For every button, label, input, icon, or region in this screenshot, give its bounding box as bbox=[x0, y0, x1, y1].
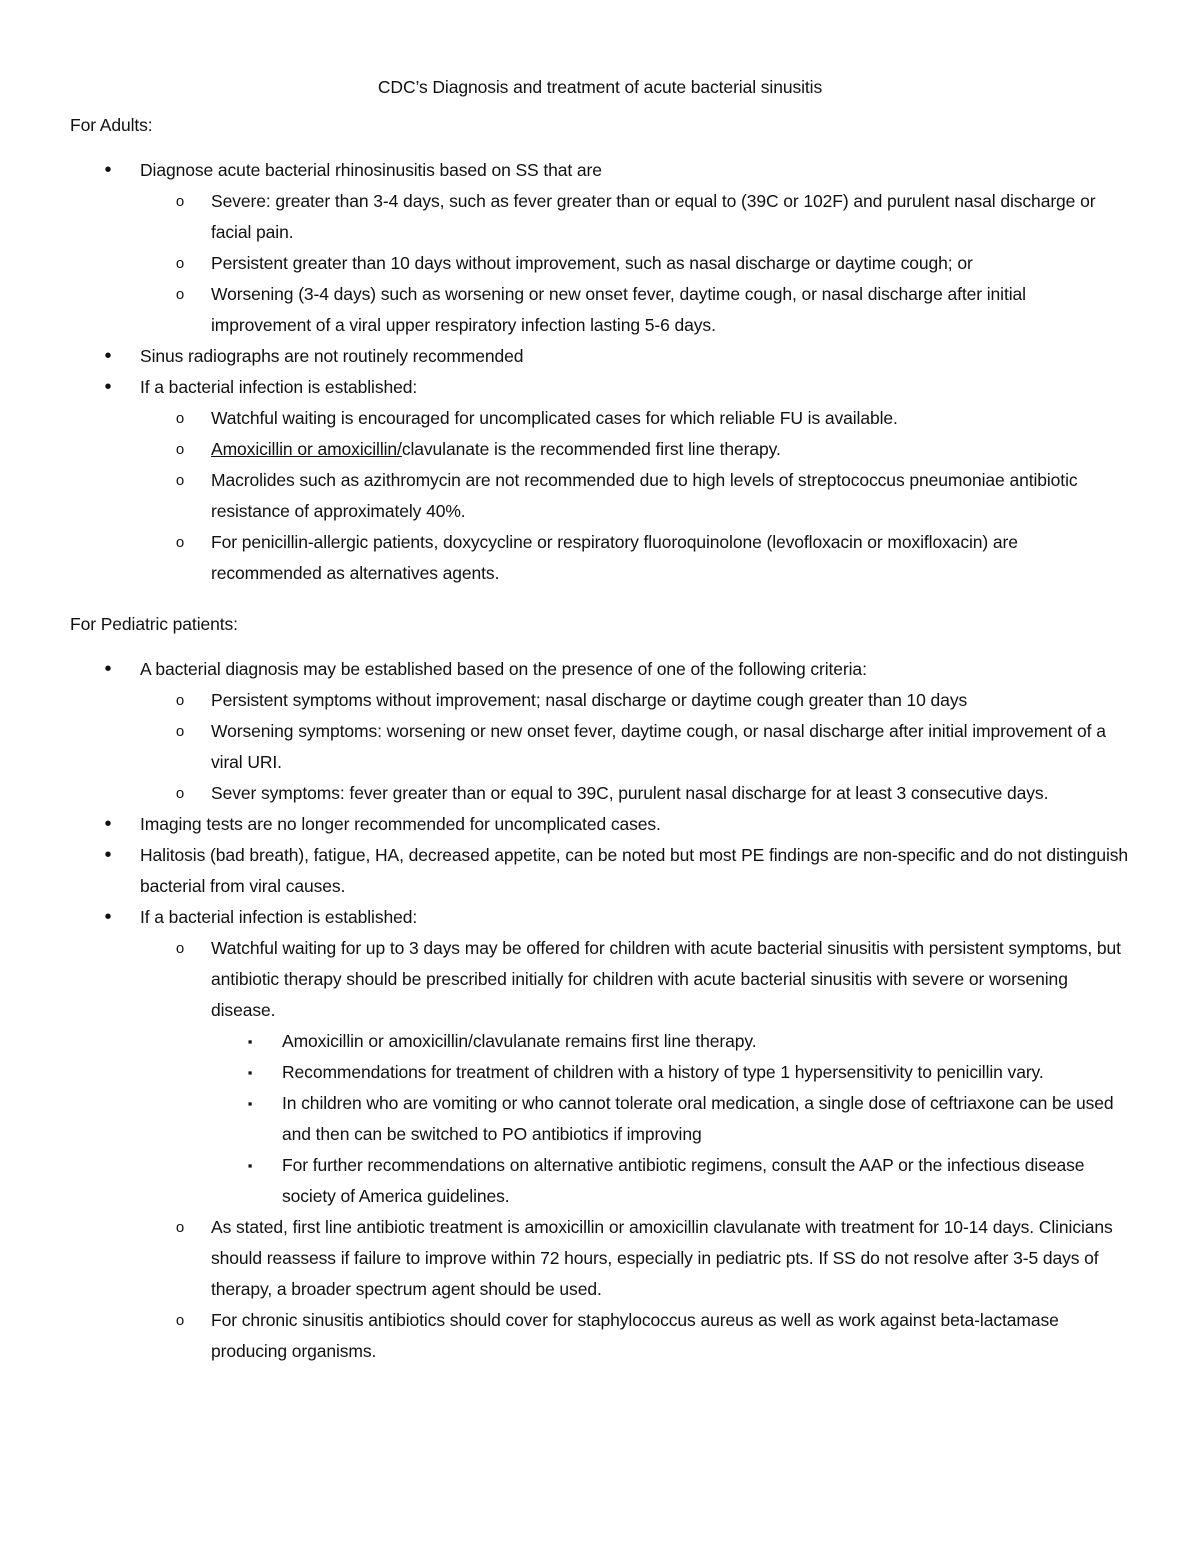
bullet-marker: • bbox=[104, 159, 112, 181]
document-title: CDC’s Diagnosis and treatment of acute bacterial sinusitis bbox=[377, 77, 823, 97]
sub-list-item: o Macrolides such as azithromycin are not recommended due to high levels of streptococcus pneumoniae antibiotic resistance of approximately 40%. bbox=[70, 465, 1130, 527]
list-item: • If a bacterial infection is established: bbox=[70, 372, 1130, 403]
list-item: • A bacterial diagnosis may be established based on the presence of one of the following criteria: bbox=[70, 654, 1130, 685]
square-marker: ▪ bbox=[247, 1096, 253, 1111]
sub-list-item: o Watchful waiting for up to 3 days may be offered for children with acute bacterial sinusitis with persistent symptoms, but antibiotic therapy should be prescribed initially for children with acute bacterial sinusitis with severe or worsening disease. bbox=[70, 933, 1130, 1026]
sub-list-item: o Watchful waiting is encouraged for uncomplicated cases for which reliable FU is available. bbox=[70, 403, 1130, 434]
bullet-marker: • bbox=[104, 345, 112, 367]
list-item: • If a bacterial infection is established: bbox=[70, 902, 1130, 933]
list-item: • Imaging tests are no longer recommended for uncomplicated cases. bbox=[70, 809, 1130, 840]
square-marker: ▪ bbox=[247, 1065, 253, 1080]
circle-marker: o bbox=[175, 692, 185, 709]
adults-heading: For Adults: bbox=[70, 115, 153, 135]
pediatric-heading: For Pediatric patients: bbox=[70, 614, 238, 634]
circle-marker: o bbox=[175, 785, 185, 802]
sub-list-item: o Persistent greater than 10 days without improvement, such as nasal discharge or daytime cough; or bbox=[70, 248, 1130, 279]
circle-marker: o bbox=[175, 1312, 185, 1329]
adults-list bbox=[70, 155, 1130, 589]
list-item: • Halitosis (bad breath), fatigue, HA, decreased appetite, can be noted but most PE findings are non-specific and do not distinguish bacterial from viral causes. bbox=[70, 840, 1130, 902]
sub-sub-list-item: ▪ For further recommendations on alternative antibiotic regimens, consult the AAP or the infectious disease society of America guidelines. bbox=[70, 1150, 1130, 1212]
sub-sub-list-item: ▪ Amoxicillin or amoxicillin/clavulanate remains first line therapy. bbox=[70, 1026, 1130, 1057]
list-item: • Sinus radiographs are not routinely recommended bbox=[70, 341, 1130, 372]
sub-list-item: o As stated, first line antibiotic treatment is amoxicillin or amoxicillin clavulanate with treatment for 10-14 days. Clinicians should reassess if failure to improve within 72 hours, especially in pediatric pts. If SS do not resolve after 3-5 days of therapy, a broader spectrum agent should be used. bbox=[70, 1212, 1130, 1305]
bullet-marker: • bbox=[104, 844, 112, 866]
square-marker: ▪ bbox=[247, 1158, 253, 1173]
list-item: • Diagnose acute bacterial rhinosinusitis based on SS that are bbox=[70, 155, 1130, 186]
circle-marker: o bbox=[175, 255, 185, 272]
sub-sub-list-item: ▪ Recommendations for treatment of children with a history of type 1 hypersensitivity to penicillin vary. bbox=[70, 1057, 1130, 1088]
sub-sub-list-item: ▪ In children who are vomiting or who cannot tolerate oral medication, a single dose of ceftriaxone can be used and then can be switched to PO antibiotics if improving bbox=[70, 1088, 1130, 1150]
sub-list-item: o Severe: greater than 3-4 days, such as fever greater than or equal to (39C or 102F) and purulent nasal discharge or facial pain. bbox=[70, 186, 1130, 248]
circle-marker: o bbox=[175, 441, 185, 458]
circle-marker: o bbox=[175, 1219, 185, 1236]
sub-list-item: o For chronic sinusitis antibiotics should cover for staphylococcus aureus as well as work against beta-lactamase producing organisms. bbox=[70, 1305, 1130, 1367]
circle-marker: o bbox=[175, 723, 185, 740]
underlined-text: Amoxicillin or amoxicillin/ bbox=[211, 439, 402, 459]
square-marker: ▪ bbox=[247, 1034, 253, 1049]
sub-list-item: o Worsening symptoms: worsening or new onset fever, daytime cough, or nasal discharge after initial improvement of a viral URI. bbox=[70, 716, 1130, 778]
bullet-marker: • bbox=[104, 658, 112, 680]
pediatric-list bbox=[70, 654, 1130, 1367]
bullet-marker: • bbox=[104, 376, 112, 398]
circle-marker: o bbox=[175, 410, 185, 427]
circle-marker: o bbox=[175, 286, 185, 303]
sub-list-item: o Amoxicillin or amoxicillin/clavulanate is the recommended first line therapy. bbox=[70, 434, 1130, 465]
circle-marker: o bbox=[175, 534, 185, 551]
sub-list-item: o Persistent symptoms without improvement; nasal discharge or daytime cough greater than 10 days bbox=[70, 685, 1130, 716]
circle-marker: o bbox=[175, 940, 185, 957]
sub-list-item: o Sever symptoms: fever greater than or equal to 39C, purulent nasal discharge for at least 3 consecutive days. bbox=[70, 778, 1130, 809]
bullet-marker: • bbox=[104, 906, 112, 928]
circle-marker: o bbox=[175, 193, 185, 210]
sub-list-item: o Worsening (3-4 days) such as worsening or new onset fever, daytime cough, or nasal discharge after initial improvement of a viral upper respiratory infection lasting 5-6 days. bbox=[70, 279, 1130, 341]
bullet-marker: • bbox=[104, 813, 112, 835]
circle-marker: o bbox=[175, 472, 185, 489]
sub-list-item: o For penicillin-allergic patients, doxycycline or respiratory fluoroquinolone (levofloxacin or moxifloxacin) are recommended as alternatives agents. bbox=[70, 527, 1130, 589]
